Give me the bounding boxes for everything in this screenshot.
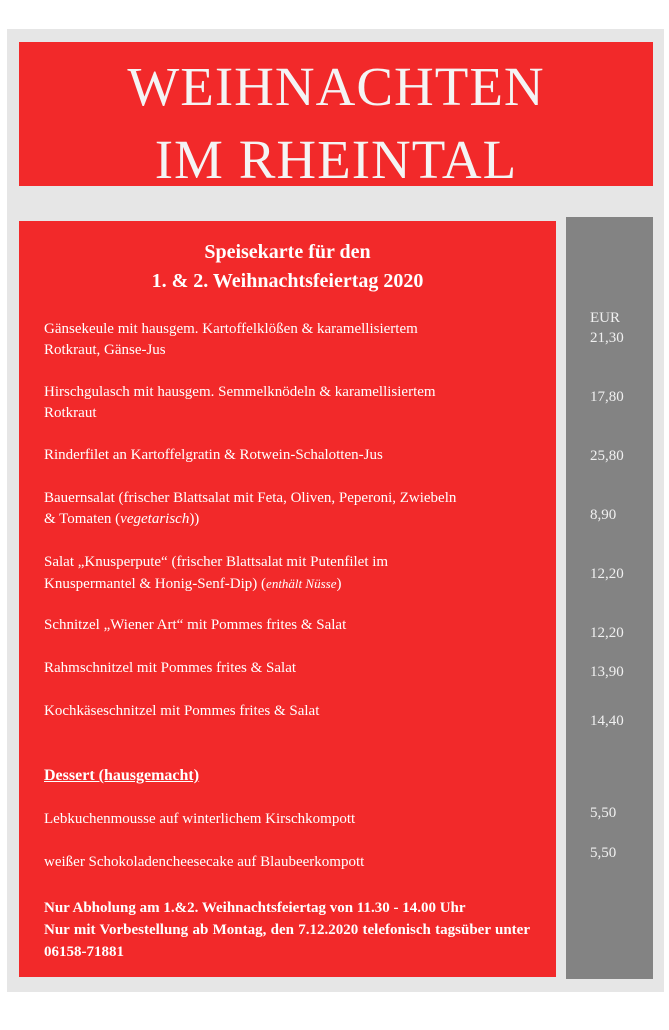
menu-item-bauernsalat xyxy=(44,488,524,530)
menu-item-rinderfilet xyxy=(44,445,524,466)
menu-item-text: Rinderfilet an Kartoffelgratin & Rotwein-Schalotten-Jus xyxy=(44,447,383,463)
currency-label: EUR xyxy=(590,310,620,326)
dessert-item-cheesecake xyxy=(44,852,524,873)
menu-item-hirschgulasch xyxy=(44,382,524,424)
price-column xyxy=(566,217,653,979)
menu-item-text: Knuspermantel & Honig-Senf-Dip) ( xyxy=(44,576,267,592)
price-cheesecake: 5,50 xyxy=(590,845,617,861)
menu-item-schnitzel-wiener-art xyxy=(44,615,524,636)
price-bauernsalat: 8,90 xyxy=(590,507,617,523)
menu-item-text: ) xyxy=(336,576,342,592)
price-lebkuchenmousse: 5,50 xyxy=(590,805,617,821)
menu-item-text: & Tomaten ( xyxy=(44,511,121,527)
menu-item-text: Hirschgulasch mit hausgem. Semmelknödeln & karamellisiertem xyxy=(44,384,436,400)
menu-item-text: Bauernsalat (frischer Blattsalat mit Feta, Oliven, Peperoni, Zwiebeln xyxy=(44,490,457,506)
pickup-notice-line-1: Nur Abholung am 1.&2. Weihnachtsfeiertag von 11.30 - 14.00 Uhr xyxy=(44,900,466,916)
dessert-item-lebkuchenmousse xyxy=(44,809,524,830)
title-line-1: WEIHNACHTEN xyxy=(127,56,545,117)
menu-item-text: Rotkraut, Gänse-Jus xyxy=(44,342,166,358)
title-banner xyxy=(19,42,653,190)
menu-item-text: Schnitzel „Wiener Art“ mit Pommes frites & Salat xyxy=(44,617,347,633)
pickup-notice xyxy=(44,897,530,963)
dessert-item-text: weißer Schokoladencheesecake auf Blaubeerkompott xyxy=(44,854,365,870)
price-rinderfilet: 25,80 xyxy=(590,448,624,464)
menu-item-kochkaeseschnitzel xyxy=(44,701,524,722)
menu-heading-line-1: Speisekarte für den xyxy=(204,241,371,263)
menu-item-text: Gänsekeule mit hausgem. Kartoffelklößen & karamellisiertem xyxy=(44,321,418,337)
pickup-notice-line-2: Nur mit Vorbestellung ab Montag, den 7.12.2020 telefonisch tagsüber unter 06158-71881 xyxy=(44,922,530,960)
price-gaensekeule: 21,30 xyxy=(590,330,624,346)
menu-heading-line-2: 1. & 2. Weihnachtsfeiertag 2020 xyxy=(151,270,424,292)
price-schnitzel-wiener-art: 12,20 xyxy=(590,625,624,641)
dessert-heading: Dessert (hausgemacht) xyxy=(44,767,200,784)
price-hirschgulasch: 17,80 xyxy=(590,389,624,405)
title-line-2: IM RHEINTAL xyxy=(154,129,518,190)
menu-item-text: )) xyxy=(189,511,200,527)
price-knusperpute: 12,20 xyxy=(590,566,624,582)
menu-item-text: Kochkäseschnitzel mit Pommes frites & Salat xyxy=(44,703,320,719)
menu-item-note: vegetarisch xyxy=(120,511,190,527)
menu-item-text: Salat „Knusperpute“ (frischer Blattsalat mit Putenfilet im xyxy=(44,554,389,570)
menu-item-rahmschnitzel xyxy=(44,658,524,679)
menu-item-text: Rahmschnitzel mit Pommes frites & Salat xyxy=(44,660,297,676)
price-kochkaeseschnitzel: 14,40 xyxy=(590,713,624,729)
menu-item-gaensekeule xyxy=(44,319,524,361)
price-rahmschnitzel: 13,90 xyxy=(590,664,624,680)
dessert-item-text: Lebkuchenmousse auf winterlichem Kirschkompott xyxy=(44,811,356,827)
menu-panel xyxy=(19,221,556,977)
menu-item-knusperpute xyxy=(44,552,524,595)
menu-item-note: enthält Nüsse xyxy=(266,576,337,591)
menu-item-text: Rotkraut xyxy=(44,405,97,421)
